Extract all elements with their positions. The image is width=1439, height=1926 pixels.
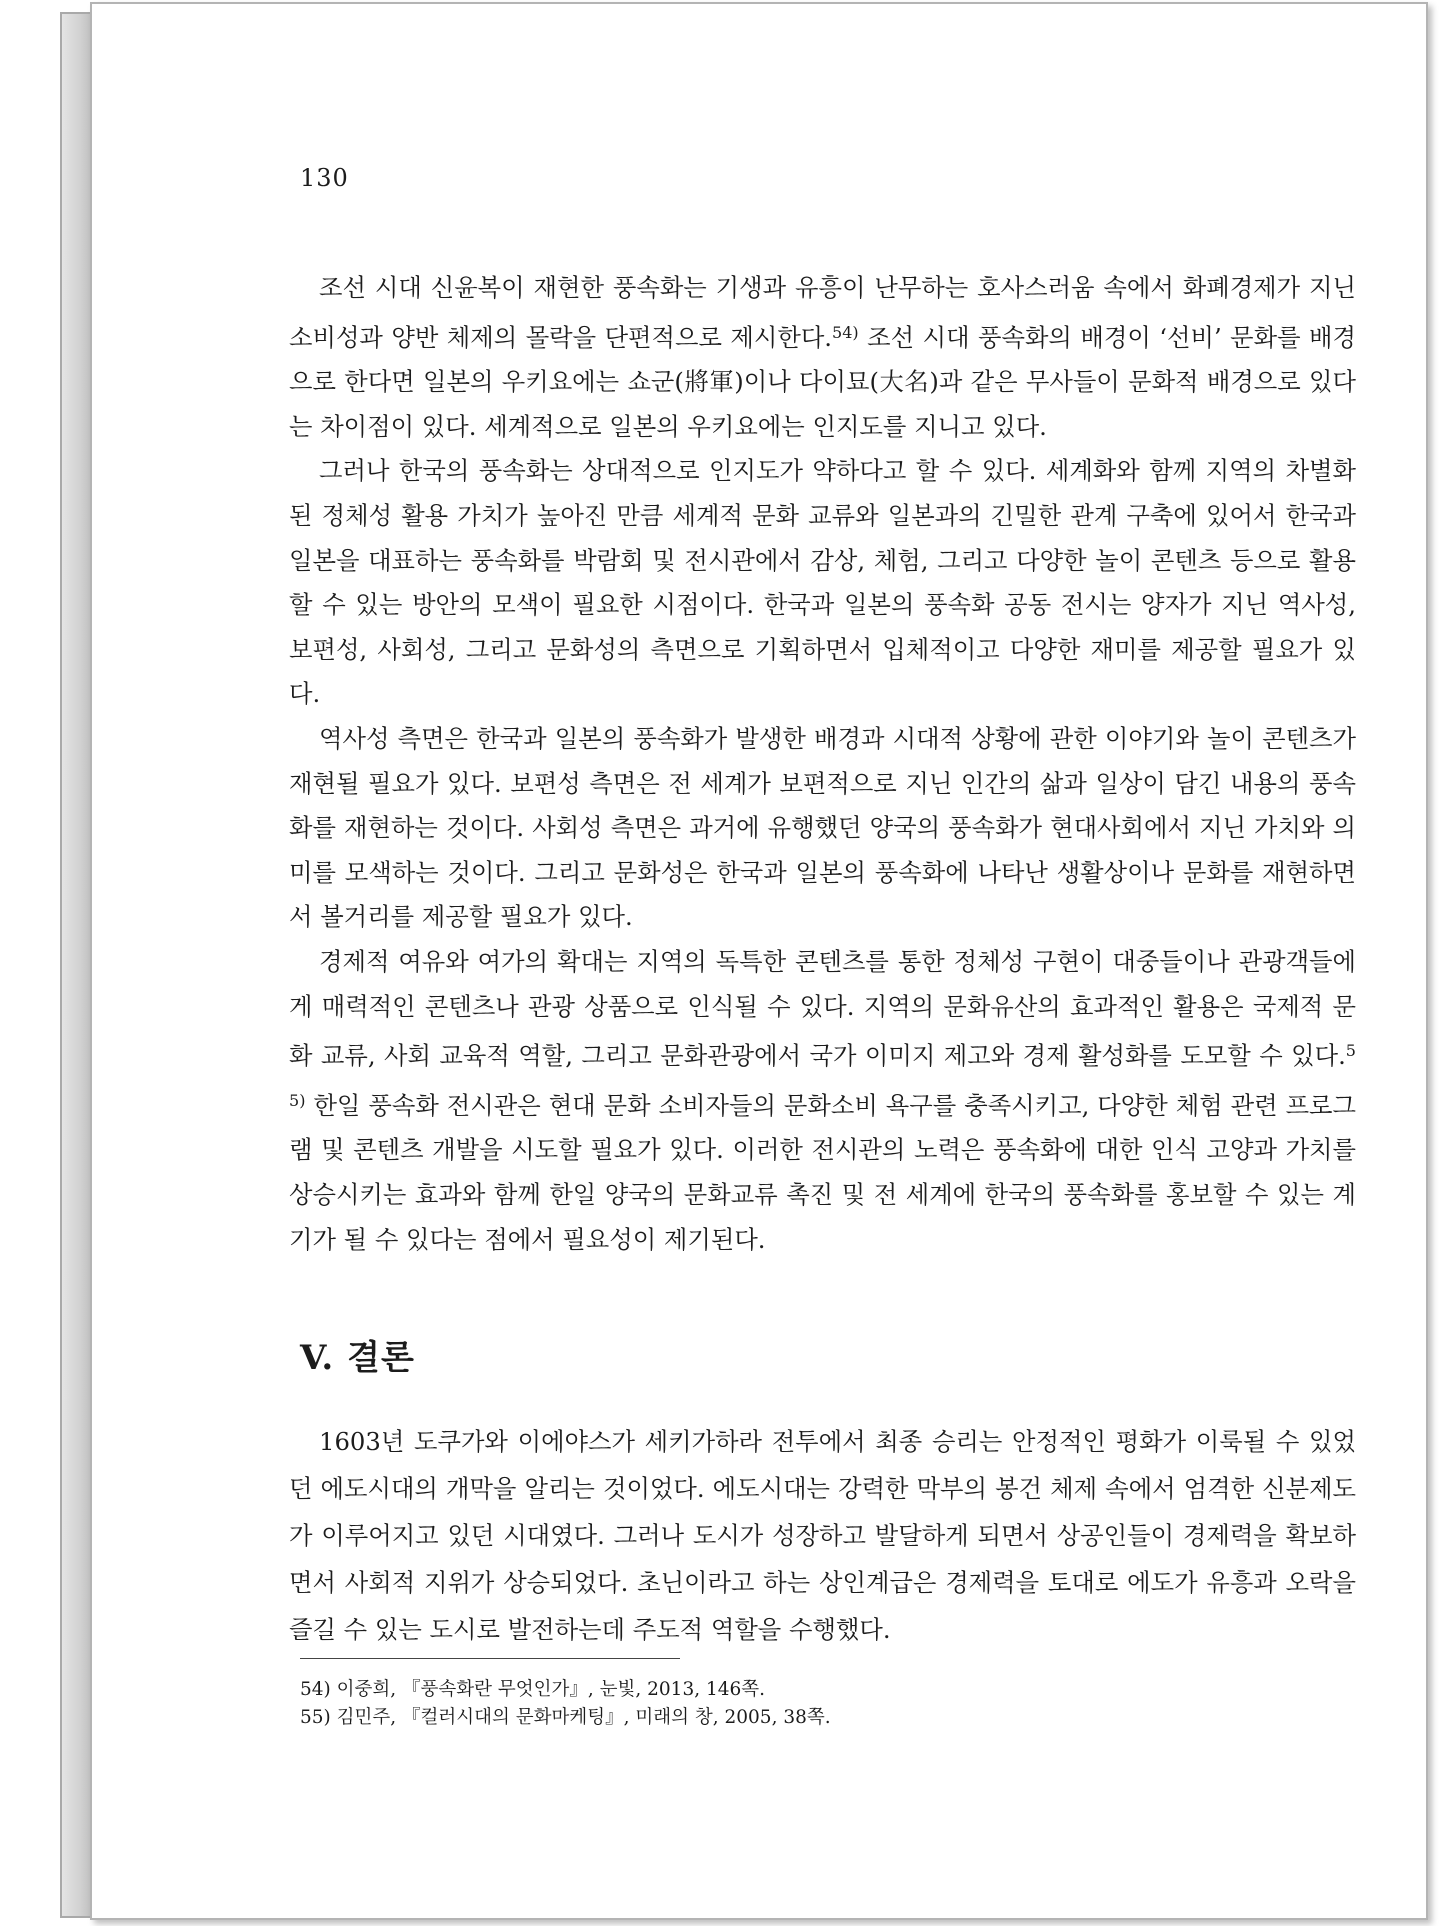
footnote-divider <box>300 1658 680 1659</box>
footnote-54: 54) 이중희, 『풍속화란 무엇인가』, 눈빛, 2013, 146쪽. <box>300 1679 766 1700</box>
footnote-ref-54: 54) <box>832 322 859 342</box>
book-page-stack-edge <box>60 12 94 1918</box>
conclusion-paragraph: 1603년 도쿠가와 이에야스가 세키가하라 전투에서 최종 승리는 안정적인 평화가 이룩될 수 있었던 에도시대의 개막을 알리는 것이었다. 에도시대는 강력한 막부의 봉건 체제 속에서 엄격한 신분제도가 이루어지고 있던 시대였다. 그러나 도시가 성장하고 발달하게 되면서 상공인들이 경제력을 확보하면서 사회적 지위가 상승되었다. 초닌이라고 하는 상인계급은 경제력을 토대로 에도가 유흥과 오락을 즐길 수 있는 도시로 발전하는데 주도적 역할을 수행했다. <box>289 1427 1356 1644</box>
body-text <box>289 266 1356 1262</box>
paragraph-3: 역사성 측면은 한국과 일본의 풍속화가 발생한 배경과 시대적 상황에 관한 이야기와 놀이 콘텐츠가 재현될 필요가 있다. 보편성 측면은 전 세계가 보편적으로 지닌 인간의 삶과 일상이 담긴 내용의 풍속화를 재현하는 것이다. 사회성 측면은 과거에 유행했던 양국의 풍속화가 현대사회에서 지닌 가치와 의미를 모색하는 것이다. 그리고 문화성은 한국과 일본의 풍속화에 나타난 생활상이나 문화를 재현하면서 볼거리를 제공할 필요가 있다. <box>289 723 1356 932</box>
paragraph-1-text-a: 조선 시대 신윤복이 재현한 풍속화는 기생과 유흥이 난무하는 호사스러움 속에서 화폐경제가 지닌 소비성과 양반 체제의 몰락을 단편적으로 제시한다. <box>289 273 1356 352</box>
paragraph-1-text-b: 조선 시대 풍속화의 배경이 ‘선비’ 문화를 배경으로 한다면 일본의 우키요에는 쇼군(將軍)이나 다이묘(大名)과 같은 무사들이 문화적 배경으로 있다는 차이점이 있다. 세계적으로 일본의 우키요에는 인지도를 지니고 있다. <box>289 322 1357 441</box>
paragraph-4-text-a: 경제적 여유와 여가의 확대는 지역의 독특한 콘텐츠를 통한 정체성 구현이 대중들이나 관광객들에게 매력적인 콘텐츠나 관광 상품으로 인식될 수 있다. 지역의 문화유산의 효과적인 활용은 국제적 문화 교류, 사회 교육적 역할, 그리고 문화관광에서 국가 이미지 제고와 경제 활성화를 도모할 수 있다. <box>289 946 1356 1071</box>
paragraph-2: 그러나 한국의 풍속화는 상대적으로 인지도가 약하다고 할 수 있다. 세계화와 함께 지역의 차별화된 정체성 활용 가치가 높아진 만큼 세계적 문화 교류와 일본과의 긴밀한 관계 구축에 있어서 한국과 일본을 대표하는 풍속화를 박람회 및 전시관에서 감상, 체험, 그리고 다양한 놀이 콘텐츠 등으로 활용할 수 있는 방안의 모색이 필요한 시점이다. 한국과 일본의 풍속화 공동 전시는 양자가 지닌 역사성, 보편성, 사회성, 그리고 문화성의 측면으로 기획하면서 입체적이고 다양한 재미를 제공할 필요가 있다. <box>289 456 1356 709</box>
footnote-55: 55) 김민주, 『컬러시대의 문화마케팅』, 미래의 창, 2005, 38쪽. <box>300 1707 831 1728</box>
book-page <box>90 2 1428 1920</box>
conclusion-body <box>289 1418 1356 1653</box>
footnote-ref-55: 55) <box>289 1041 1356 1110</box>
paragraph-4 <box>289 940 1356 1262</box>
paragraph-1 <box>289 266 1356 449</box>
page-number: 130 <box>300 164 349 192</box>
paragraph-4-text-b: 한일 풍속화 전시관은 현대 문화 소비자들의 문화소비 욕구를 충족시키고, 다양한 체험 관련 프로그램 및 콘텐츠 개발을 시도할 필요가 있다. 이러한 전시관의 노력은 풍속화에 대한 인식 고양과 가치를 상승시키는 효과와 함께 한일 양국의 문화교류 촉진 및 전 세계에 한국의 풍속화를 홍보할 수 있는 계기가 될 수 있다는 점에서 필요성이 제기된다. <box>289 1090 1356 1254</box>
footnotes <box>300 1676 1340 1732</box>
section-heading-conclusion: V. 결론 <box>300 1338 415 1378</box>
